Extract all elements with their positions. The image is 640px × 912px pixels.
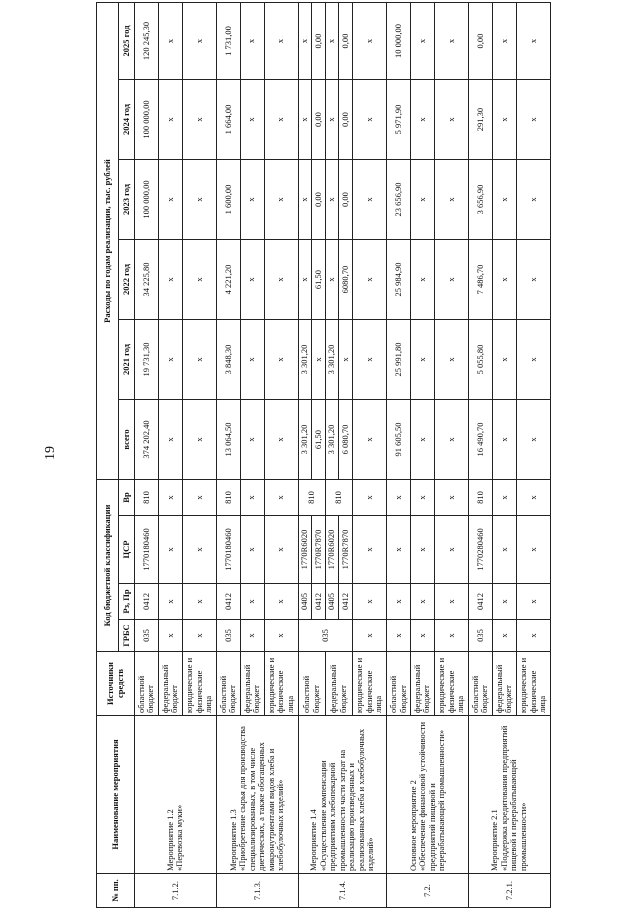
year-2023-cell: x (434, 160, 468, 240)
vr-cell: x (240, 480, 264, 516)
measure-name: Мероприятие 1.4 «Осуществление компенсации предприятиям хлебопекарной промышленности части затрат на реализацию произведенных и реализованных хлеба и хлебобулочных изделий» (298, 716, 386, 874)
year-2021-cell: 19 731,30 (135, 320, 159, 400)
csr-cell: x (158, 516, 182, 584)
total-cell: x (434, 400, 468, 480)
source-cell: областной бюджет (135, 652, 159, 716)
row-number: 7.2. (387, 874, 469, 908)
total-cell: 16 490,70 (468, 400, 492, 480)
year-2025-cell: x (182, 3, 216, 80)
year-2022-cell: 6080,70 (339, 240, 353, 320)
year-2023-cell: x (158, 160, 182, 240)
csr-cell: 1770180460 (216, 516, 240, 584)
vr-cell: 810 (298, 480, 325, 516)
total-cell: 61,50 (312, 400, 326, 480)
year-2022-cell: 7 486,70 (468, 240, 492, 320)
year-2021-cell: x (264, 320, 298, 400)
year-2021-cell: x (410, 320, 434, 400)
year-2023-cell: 1 600,00 (216, 160, 240, 240)
year-2024-cell: x (492, 80, 516, 160)
header-total: всего (119, 400, 135, 480)
vr-cell: 810 (468, 480, 492, 516)
year-2022-cell: 25 984,90 (387, 240, 411, 320)
year-2023-cell: x (516, 160, 550, 240)
source-cell: юридические и физические лица (264, 652, 298, 716)
grbs-cell: 035 (298, 620, 352, 652)
row-number: 7.2.1. (468, 874, 550, 908)
year-2025-cell: x (264, 3, 298, 80)
csr-cell: x (410, 516, 434, 584)
table-row (135, 3, 159, 908)
source-cell: областной бюджет (298, 652, 325, 716)
year-2022-cell: x (492, 240, 516, 320)
year-2024-cell: x (352, 80, 386, 160)
row-number: 7.1.4. (298, 874, 386, 908)
year-2022-cell: x (516, 240, 550, 320)
rzpr-cell: 0412 (312, 584, 326, 620)
year-2025-cell: x (516, 3, 550, 80)
total-cell: 13 064,50 (216, 400, 240, 480)
year-2022-cell: x (182, 240, 216, 320)
year-2025-cell: 0,00 (312, 3, 326, 80)
year-2021-cell: 5 055,80 (468, 320, 492, 400)
grbs-cell: x (410, 620, 434, 652)
source-cell: федеральный бюджет (492, 652, 516, 716)
year-2021-cell: x (516, 320, 550, 400)
csr-cell: 1770280460 (468, 516, 492, 584)
measure-name: Мероприятие 2.1 «Поддержка кредитования предприятий пищевой и перерабатывающей промышленности» (468, 716, 550, 874)
year-2021-cell: x (352, 320, 386, 400)
year-2022-cell: x (298, 240, 312, 320)
header-2021: 2021 год (119, 320, 135, 400)
budget-table-frame (96, 3, 551, 908)
header-2024: 2024 год (119, 80, 135, 160)
year-2021-cell: 3 848,30 (216, 320, 240, 400)
header-2023: 2023 год (119, 160, 135, 240)
total-cell: x (352, 400, 386, 480)
total-cell: x (492, 400, 516, 480)
grbs-cell: x (434, 620, 468, 652)
total-cell: x (410, 400, 434, 480)
table-row (216, 3, 240, 908)
rzpr-cell: 0412 (468, 584, 492, 620)
source-cell: федеральный бюджет (158, 652, 182, 716)
year-2023-cell: x (410, 160, 434, 240)
header-csr: ЦСР (119, 516, 135, 584)
year-2025-cell: 120 245,30 (135, 3, 159, 80)
csr-cell: x (264, 516, 298, 584)
source-cell: юридические и физические лица (182, 652, 216, 716)
rzpr-cell: x (240, 584, 264, 620)
header-grbs: ГРБС (119, 620, 135, 652)
year-2022-cell: x (240, 240, 264, 320)
total-cell: x (158, 400, 182, 480)
year-2025-cell: x (434, 3, 468, 80)
source-cell: областной бюджет (216, 652, 240, 716)
vr-cell: x (264, 480, 298, 516)
year-2024-cell: 0,00 (312, 80, 326, 160)
year-2022-cell: x (352, 240, 386, 320)
header-no: № пп. (97, 874, 135, 908)
total-cell: x (240, 400, 264, 480)
vr-cell: 810 (325, 480, 352, 516)
table-row (468, 3, 492, 908)
rzpr-cell: x (182, 584, 216, 620)
year-2021-cell: x (434, 320, 468, 400)
vr-cell: x (387, 480, 411, 516)
rzpr-cell: 0412 (339, 584, 353, 620)
header-rzpr: Рз, Пр (119, 584, 135, 620)
year-2024-cell: x (264, 80, 298, 160)
year-2024-cell: x (298, 80, 312, 160)
year-2021-cell: x (312, 320, 326, 400)
source-cell: юридические и физические лица (434, 652, 468, 716)
table-row (387, 3, 411, 908)
year-2023-cell: x (325, 160, 339, 240)
rzpr-cell: x (158, 584, 182, 620)
grbs-cell: x (158, 620, 182, 652)
csr-cell: x (352, 516, 386, 584)
year-2022-cell: x (264, 240, 298, 320)
year-2023-cell: x (352, 160, 386, 240)
rzpr-cell: 0405 (325, 584, 339, 620)
year-2022-cell: x (158, 240, 182, 320)
total-cell: 91 605,50 (387, 400, 411, 480)
year-2023-cell: x (492, 160, 516, 240)
header-2025: 2025 год (119, 3, 135, 80)
row-number: 7.1.3. (216, 874, 298, 908)
year-2023-cell: 3 656,90 (468, 160, 492, 240)
total-cell: x (182, 400, 216, 480)
vr-cell: x (352, 480, 386, 516)
csr-cell: x (516, 516, 550, 584)
grbs-cell: x (240, 620, 264, 652)
year-2021-cell: 3 301,20 (325, 320, 339, 400)
vr-cell: x (516, 480, 550, 516)
grbs-cell: x (352, 620, 386, 652)
header-vr: Вр (119, 480, 135, 516)
vr-cell: x (182, 480, 216, 516)
total-cell: 6 080,70 (339, 400, 353, 480)
total-cell: x (264, 400, 298, 480)
total-cell: 3 301,20 (325, 400, 339, 480)
header-expense-group: Расходы по годам реализации, тыс. рублей (97, 3, 119, 480)
grbs-cell: x (387, 620, 411, 652)
year-2024-cell: 0,00 (339, 80, 353, 160)
source-cell: федеральный бюджет (240, 652, 264, 716)
year-2023-cell: x (264, 160, 298, 240)
year-2024-cell: x (158, 80, 182, 160)
csr-cell: x (182, 516, 216, 584)
year-2025-cell: 0,00 (339, 3, 353, 80)
year-2021-cell: x (492, 320, 516, 400)
year-2024-cell: x (410, 80, 434, 160)
year-2023-cell: 0,00 (339, 160, 353, 240)
year-2022-cell: x (434, 240, 468, 320)
year-2025-cell: x (325, 3, 339, 80)
year-2023-cell: x (182, 160, 216, 240)
measure-name: Мероприятие 1.2 «Перевозка муки» (135, 716, 217, 874)
header-row-1 (97, 3, 119, 908)
year-2025-cell: 0,00 (468, 3, 492, 80)
csr-cell: 1770R6020 (325, 516, 339, 584)
page-number: 19 (43, 446, 58, 460)
year-2023-cell: 100 000,00 (135, 160, 159, 240)
vr-cell: 810 (135, 480, 159, 516)
year-2022-cell: x (325, 240, 339, 320)
year-2025-cell: x (158, 3, 182, 80)
year-2024-cell: x (240, 80, 264, 160)
year-2025-cell: x (492, 3, 516, 80)
source-cell: федеральный бюджет (410, 652, 434, 716)
header-name: Наименование мероприятия (97, 716, 135, 874)
year-2025-cell: 10 000,00 (387, 3, 411, 80)
year-2021-cell: x (240, 320, 264, 400)
grbs-cell: x (182, 620, 216, 652)
grbs-cell: x (492, 620, 516, 652)
csr-cell: x (387, 516, 411, 584)
total-cell: 3 301,20 (298, 400, 312, 480)
csr-cell: 1770180460 (135, 516, 159, 584)
measure-name: Мероприятие 1.3 «Приобретение сырья для производства специализированных, в том числе диетических, а также обогащенных микронутриентами видов хлеба и хлебобулочных изделий» (216, 716, 298, 874)
rzpr-cell: 0412 (216, 584, 240, 620)
measure-name: Основное мероприятие 2 «Обеспечение финансовой устойчивости предприятий пищевой и перерабатывающей промышленности» (387, 716, 469, 874)
vr-cell: 810 (216, 480, 240, 516)
year-2022-cell: 4 221,20 (216, 240, 240, 320)
vr-cell: x (434, 480, 468, 516)
source-cell: областной бюджет (468, 652, 492, 716)
grbs-cell: 035 (216, 620, 240, 652)
source-cell: областной бюджет (387, 652, 411, 716)
csr-cell: 1770R6020 (298, 516, 312, 584)
year-2024-cell: x (182, 80, 216, 160)
year-2023-cell: x (240, 160, 264, 240)
csr-cell: 1770R7870 (339, 516, 353, 584)
year-2023-cell: x (298, 160, 312, 240)
rzpr-cell: x (352, 584, 386, 620)
rzpr-cell: 0405 (298, 584, 312, 620)
budget-table (96, 2, 551, 908)
header-code-group: Код бюджетной классификации (97, 480, 119, 652)
year-2024-cell: x (434, 80, 468, 160)
rzpr-cell: x (516, 584, 550, 620)
total-cell: x (516, 400, 550, 480)
rzpr-cell: x (410, 584, 434, 620)
grbs-cell: x (264, 620, 298, 652)
year-2022-cell: 61,50 (312, 240, 326, 320)
year-2021-cell: 25 991,80 (387, 320, 411, 400)
rzpr-cell: 0412 (135, 584, 159, 620)
year-2022-cell: x (410, 240, 434, 320)
grbs-cell: 035 (468, 620, 492, 652)
year-2024-cell: x (325, 80, 339, 160)
source-cell: юридические и физические лица (516, 652, 550, 716)
year-2021-cell: x (339, 320, 353, 400)
vr-cell: x (158, 480, 182, 516)
year-2024-cell: 1 664,00 (216, 80, 240, 160)
source-cell: федеральный бюджет (325, 652, 352, 716)
year-2023-cell: 23 656,90 (387, 160, 411, 240)
rzpr-cell: x (264, 584, 298, 620)
year-2025-cell: x (298, 3, 312, 80)
year-2021-cell: x (158, 320, 182, 400)
year-2024-cell: 5 971,90 (387, 80, 411, 160)
total-cell: 374 202,40 (135, 400, 159, 480)
csr-cell: x (240, 516, 264, 584)
grbs-cell: x (516, 620, 550, 652)
csr-cell: x (492, 516, 516, 584)
year-2022-cell: 34 225,80 (135, 240, 159, 320)
year-2024-cell: 291,30 (468, 80, 492, 160)
year-2023-cell: 0,00 (312, 160, 326, 240)
table-row (298, 3, 312, 908)
row-number: 7.1.2. (135, 874, 217, 908)
year-2025-cell: x (352, 3, 386, 80)
year-2024-cell: x (516, 80, 550, 160)
rzpr-cell: x (387, 584, 411, 620)
header-source: Источники средств (97, 652, 135, 716)
header-2022: 2022 год (119, 240, 135, 320)
rzpr-cell: x (492, 584, 516, 620)
year-2025-cell: x (240, 3, 264, 80)
source-cell: юридические и физические лица (352, 652, 386, 716)
csr-cell: x (434, 516, 468, 584)
csr-cell: 1770R7870 (312, 516, 326, 584)
vr-cell: x (492, 480, 516, 516)
year-2025-cell: x (410, 3, 434, 80)
rzpr-cell: x (434, 584, 468, 620)
year-2024-cell: 100 000,00 (135, 80, 159, 160)
year-2025-cell: 1 731,00 (216, 3, 240, 80)
vr-cell: x (410, 480, 434, 516)
year-2021-cell: x (182, 320, 216, 400)
year-2021-cell: 3 301,20 (298, 320, 312, 400)
grbs-cell: 035 (135, 620, 159, 652)
